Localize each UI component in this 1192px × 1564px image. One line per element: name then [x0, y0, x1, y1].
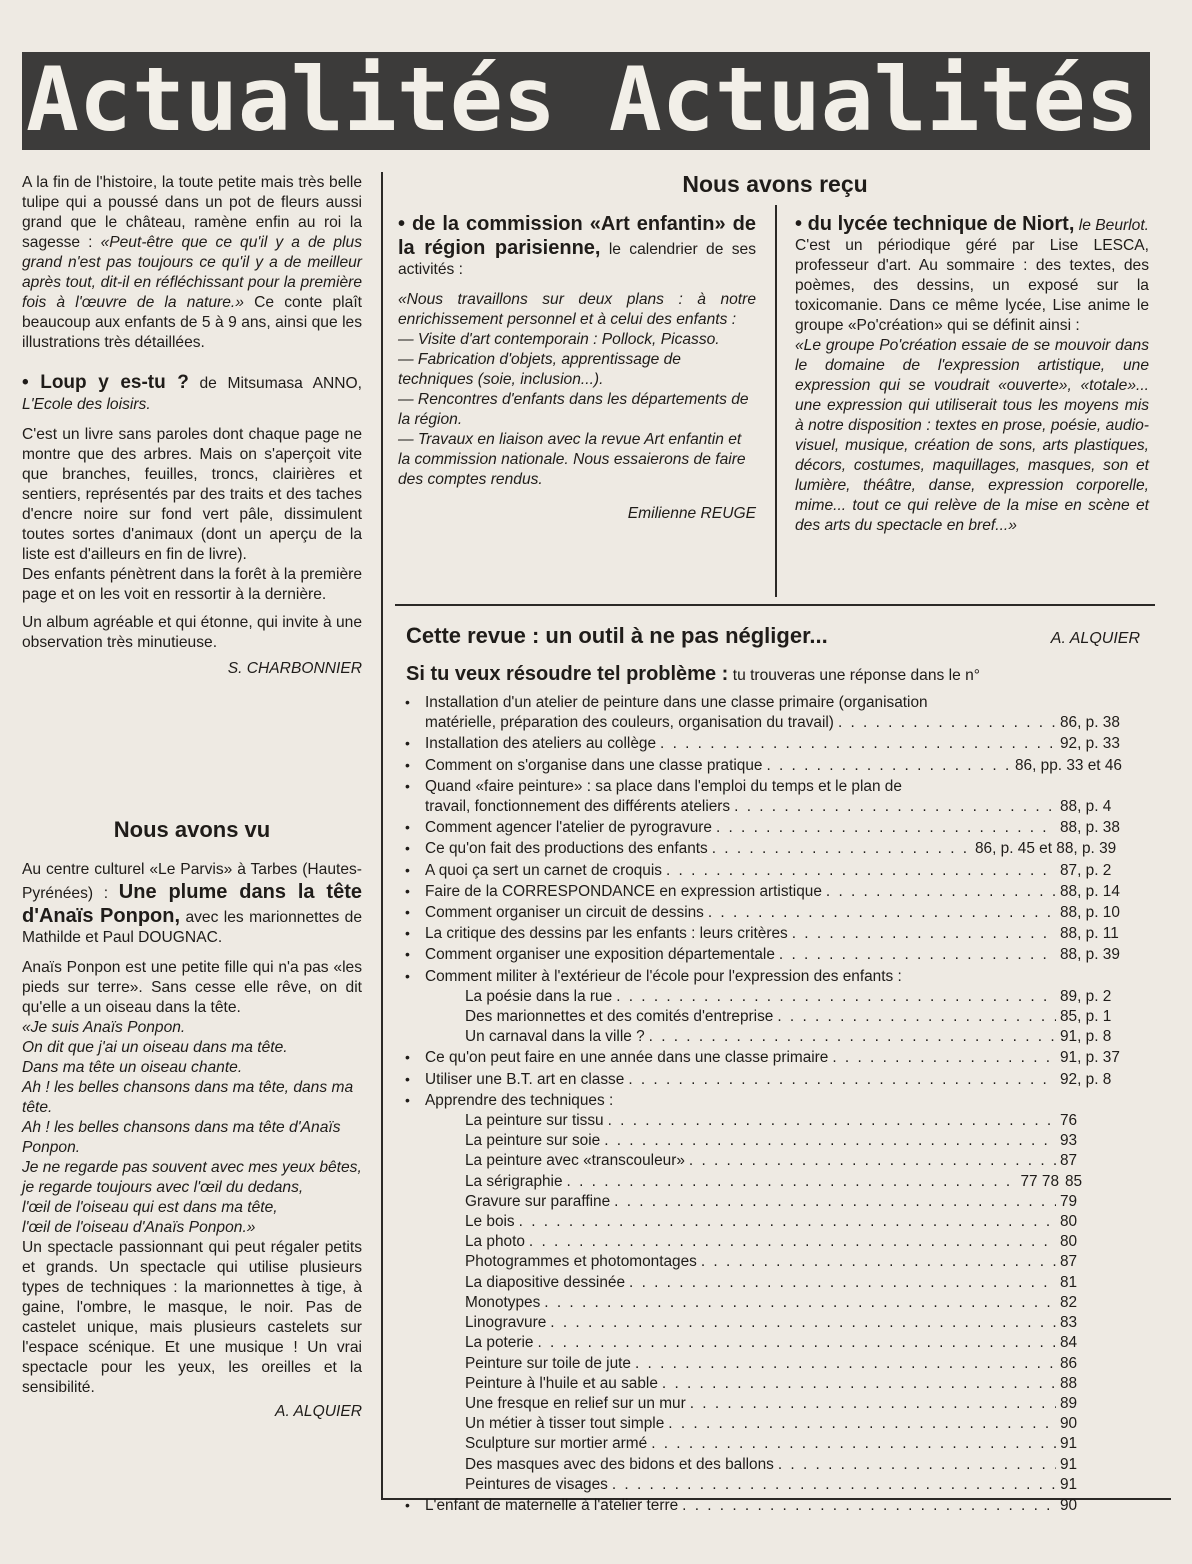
- index-ref: 88, p. 38: [1060, 819, 1120, 837]
- tulipe-quote: «Peut-être que ce qu'il y a de plus grand n'est pas toujours ce qu'il y a de meilleur après tout, dit-il en réfléchissant pour la première fois à l'œuvre de la nature.»: [22, 234, 362, 311]
- index-row: [405, 1252, 1145, 1272]
- index-label: Photogrammes et photomontages: [465, 1253, 697, 1271]
- index-ref-extra: 77 78: [1020, 1172, 1059, 1190]
- vu-intro: Au centre culturel «Le Parvis» à Tarbes (Hautes-Pyrénées) :: [22, 861, 362, 902]
- index-label: La poésie dans la rue: [465, 987, 613, 1005]
- index-label: La peinture sur tissu: [465, 1112, 604, 1130]
- niort-text: C'est un périodique géré par Lise LESCA, professeur d'art. Au sommaire : des textes, des poèmes, des dessins, un exposé sur la toxicomanie. Dans ce même lycée, Lise anime le groupe «Po'création» qui se définit ainsi :: [795, 237, 1149, 334]
- index-label: La sérigraphie: [465, 1172, 563, 1190]
- index-label: Comment agencer l'atelier de pyrogravure: [425, 819, 712, 837]
- revue-header: [406, 624, 1146, 648]
- index-label: Le bois: [465, 1213, 515, 1231]
- index-label: Une fresque en relief sur un mur: [465, 1394, 686, 1412]
- index-label: travail, fonctionnement des différents ateliers: [425, 798, 731, 816]
- vu-with: avec les marionnettes de Mathilde et Paul DOUGNAC.: [22, 909, 362, 946]
- index-ref: 83: [1060, 1314, 1078, 1332]
- niort-head: [795, 212, 1149, 336]
- index-ref: 81: [1060, 1273, 1078, 1291]
- poem-line: Ah ! les belles chansons dans ma tête d'Anaïs Ponpon.: [22, 1119, 341, 1156]
- left-column: [22, 173, 362, 679]
- index-ref: 91: [1060, 1435, 1078, 1453]
- loup-publisher: L'Ecole des loisirs.: [22, 396, 151, 413]
- index-row: [405, 1313, 1145, 1333]
- index-ref: 86, pp. 33 et 46: [1015, 756, 1122, 774]
- index-row: • Comment militer à l'extérieur de l'école pour l'expression des enfants :: [405, 966, 1145, 987]
- index-label: A quoi ça sert un carnet de croquis: [425, 861, 662, 879]
- signature-reuge: Emilienne REUGE: [627, 505, 756, 522]
- index-label: Comment organiser un circuit de dessins: [425, 904, 704, 922]
- loup-heading: [22, 371, 362, 415]
- revue-index: [405, 692, 1145, 1516]
- index-label: Comment on s'organise dans une classe pratique: [425, 756, 763, 774]
- index-row: • Apprendre des techniques :: [405, 1090, 1145, 1111]
- index-ref: 86, p. 45 et 88, p. 39: [975, 840, 1117, 858]
- index-ref: 88, p. 14: [1060, 882, 1120, 900]
- index-label: Des marionnettes et des comités d'entreprise: [465, 1008, 774, 1026]
- index-row: [405, 1232, 1145, 1252]
- index-label: Peintures de visages: [465, 1475, 608, 1493]
- vu-text-2: Un spectacle passionnant qui peut régaler petits et grands. Un spectacle qui utilise plusieurs types de techniques : la marionnettes à tige, à gaine, l'ombre, le masque, le noir. Pas de castelet unique, mais plusieurs castelets sur l'espace scénique. Et une musique ! Un vrai spectacle pour les yeux, les oreilles et la sensibilité.: [22, 1239, 362, 1396]
- revue-lead-bold: Si tu veux résoudre tel problème :: [406, 663, 729, 685]
- loup-text-2: Des enfants pénètrent dans la forêt à la première page et on les voit en ressortir à la dernière.: [22, 566, 362, 603]
- index-label: Peinture sur toile de jute: [465, 1354, 631, 1372]
- index-label: Monotypes: [465, 1293, 541, 1311]
- index-ref: 82: [1060, 1293, 1078, 1311]
- poem-line: je regarde toujours avec l'œil du dedans,: [22, 1179, 304, 1196]
- index-label: Gravure sur paraffine: [465, 1192, 611, 1210]
- loup-text-3: Un album agréable et qui étonne, qui invite à une observation très minutieuse.: [22, 614, 362, 651]
- index-row: [405, 1151, 1145, 1171]
- index-label: L'enfant de maternelle à l'atelier terre: [425, 1496, 679, 1514]
- index-row: • Quand «faire peinture» : sa place dans l'emploi du temps et le plan de: [405, 776, 1145, 797]
- index-label: La peinture sur soie: [465, 1132, 601, 1150]
- index-ref: 88, p. 11: [1060, 925, 1119, 943]
- index-ref: 91: [1060, 1475, 1078, 1493]
- index-label: Ce qu'on fait des productions des enfants: [425, 840, 708, 858]
- index-ref: 88, p. 39: [1060, 946, 1120, 964]
- index-row: • La critique des dessins par les enfants : leurs critères . . . 88, p. 11: [405, 923, 1145, 944]
- poem-line: «Je suis Anaïs Ponpon.: [22, 1019, 186, 1036]
- index-ref: 90: [1060, 1415, 1078, 1433]
- index-ref: 86, p. 38: [1060, 714, 1120, 732]
- activity-item: — Rencontres d'enfants dans les départements de la région.: [398, 391, 749, 428]
- index-row: [405, 797, 1145, 817]
- index-label: Peinture à l'huile et au sable: [465, 1374, 658, 1392]
- index-label: Un carnaval dans la ville ?: [465, 1028, 645, 1046]
- index-ref: 93: [1060, 1132, 1078, 1150]
- vu-show-title: Une plume dans la tête d'Anaïs Ponpon,: [22, 881, 362, 927]
- index-ref: 89: [1060, 1394, 1078, 1412]
- index-label: La critique des dessins par les enfants : leurs critères: [425, 925, 788, 943]
- index-label: Faire de la CORRESPONDANCE en expression artistique: [425, 882, 822, 900]
- index-ref: 88, p. 4: [1060, 798, 1112, 816]
- index-row: [405, 1293, 1145, 1313]
- index-row: [405, 1434, 1145, 1454]
- index-ref: 85, p. 1: [1060, 1008, 1112, 1026]
- index-label: matérielle, préparation des couleurs, organisation du travail): [425, 714, 834, 732]
- poem-line: Je ne regarde pas souvent avec mes yeux bêtes,: [22, 1159, 362, 1176]
- banner-title: Actualités Actualités: [26, 52, 1139, 150]
- index-label: La peinture avec «transcouleur»: [465, 1152, 685, 1170]
- index-ref: 92, p. 8: [1060, 1070, 1112, 1088]
- revue-lead-text: tu trouveras une réponse dans le n°: [732, 667, 980, 684]
- index-row: • L'enfant de maternelle à l'atelier terre . . . 90: [405, 1495, 1145, 1516]
- index-row: [405, 1192, 1145, 1212]
- index-label: Comment militer à l'extérieur de l'école pour l'expression des enfants :: [425, 967, 902, 985]
- index-row: [405, 1414, 1145, 1434]
- index-label: Des masques avec des bidons et des ballons: [465, 1455, 774, 1473]
- index-label: Ce qu'on peut faire en une année dans une classe primaire: [425, 1049, 829, 1067]
- index-row: • Comment organiser une exposition départementale . . . 88, p. 39: [405, 944, 1145, 965]
- index-row: • Comment on s'organise dans une classe pratique . . . 86, pp. 33 et 46: [405, 755, 1145, 776]
- index-row: • Utiliser une B.T. art en classe . . . 92, p. 8: [405, 1069, 1145, 1090]
- index-label: Installation d'un atelier de peinture dans une classe primaire (organisation: [425, 694, 928, 711]
- signature-alquier: A. ALQUIER: [275, 1403, 362, 1420]
- index-row: • Installation d'un atelier de peinture dans une classe primaire (organisation: [405, 692, 1145, 713]
- recu-col-2: [795, 212, 1149, 536]
- art-enfantin-lead: le calendrier de ses activités :: [398, 241, 756, 278]
- index-label: Comment organiser une exposition départementale: [425, 946, 775, 964]
- poem-line: On dit que j'ai un oiseau dans ma tête.: [22, 1039, 288, 1056]
- index-ref: 87: [1060, 1152, 1078, 1170]
- index-ref: 80: [1060, 1233, 1078, 1251]
- index-row: • Comment agencer l'atelier de pyrogravure . . . 88, p. 38: [405, 817, 1145, 838]
- index-ref: 86: [1060, 1354, 1078, 1372]
- index-ref: 92, p. 33: [1060, 735, 1120, 753]
- index-row: [405, 1111, 1145, 1131]
- revue-lead: [406, 662, 1156, 686]
- loup-text-1: C'est un livre sans paroles dont chaque page ne montre que des arbres. Mais on s'aperçoit vite que branches, feuilles, troncs, clairières et sentiers, représentés par des traits et des taches d'encre noire sur fond vert pâle, dissimulent toutes sortes d'animaux (dont un aperçu de la liste est d'ailleurs en fin de livre).: [22, 426, 362, 563]
- index-row: [405, 1333, 1145, 1353]
- poem-line: Ah ! les belles chansons dans ma tête, dans ma tête.: [22, 1079, 354, 1116]
- activity-item: — Visite d'art contemporain : Pollock, Picasso.: [398, 331, 720, 348]
- niort-quote: «Le groupe Po'création essaie de se mouvoir dans le domaine de l'expression artistique, une expression qui se voudrait «ouverte», «totale»... une expression qui utiliserait tous les moyens mis à notre disposition : textes en prose, poésie, audio-visuel, musique, création de sons, arts plastiques, décors, costumes, maquillages, masques, son et lumière, théâtre, danse, expression corporelle, mime... tout ce qui relève de la mise en scène et des arts du spectacle en bref...»: [795, 337, 1149, 534]
- loup-author: de Mitsumasa ANNO,: [199, 375, 362, 392]
- index-row: [405, 1394, 1145, 1414]
- index-ref: 87: [1060, 1253, 1078, 1271]
- index-label: La diapositive dessinée: [465, 1273, 626, 1291]
- index-label: Installation des ateliers au collège: [425, 735, 657, 753]
- index-ref: 91: [1060, 1455, 1078, 1473]
- index-label: Un métier à tisser tout simple: [465, 1415, 665, 1433]
- index-row: [405, 1172, 1145, 1192]
- niort-title: • du lycée technique de Niort,: [795, 213, 1075, 235]
- signature-charbonnier: S. CHARBONNIER: [227, 660, 362, 677]
- index-row: [405, 1374, 1145, 1394]
- index-ref: 91, p. 8: [1060, 1028, 1112, 1046]
- recu-divider: [775, 205, 777, 597]
- index-row: • Installation des ateliers au collège . . . 92, p. 33: [405, 733, 1145, 754]
- index-row: [405, 1354, 1145, 1374]
- index-label: La photo: [465, 1233, 525, 1251]
- revue-title: Cette revue : un outil à ne pas négliger...: [406, 623, 828, 648]
- index-label: Utiliser une B.T. art en classe: [425, 1070, 625, 1088]
- index-row: • Faire de la CORRESPONDANCE en expression artistique . . . 88, p. 14: [405, 881, 1145, 902]
- column-divider: [381, 172, 383, 1500]
- art-enfantin-quote: «Nous travaillons sur deux plans : à notre enrichissement personnel et à celui des enfants :: [398, 291, 756, 328]
- index-row: • Ce qu'on fait des productions des enfants . . . 86, p. 45 et 88, p. 39: [405, 838, 1145, 859]
- vu-column: [22, 818, 362, 1422]
- index-ref: 87, p. 2: [1060, 861, 1112, 879]
- index-ref: 85: [1065, 1172, 1083, 1190]
- poem: [22, 1018, 362, 1238]
- index-ref: 89, p. 2: [1060, 987, 1112, 1005]
- index-ref: 84: [1060, 1334, 1078, 1352]
- index-row: [405, 1027, 1145, 1047]
- index-ref: 88: [1060, 1374, 1078, 1392]
- tulipe-text: A la fin de l'histoire, la toute petite mais très belle tulipe qui a poussé dans un pot de fleurs aussi grand que le château, ramène enfin au roi la sagesse :: [22, 174, 362, 251]
- vu-text-1: Anaïs Ponpon est une petite fille qui n'a pas «les pieds sur terre». Sans cesse elle rêve, on dit qu'elle a un oiseau dans la tête.: [22, 959, 362, 1016]
- recu-col-1: [398, 212, 756, 524]
- index-ref: 88, p. 10: [1060, 904, 1120, 922]
- recu-title: Nous avons reçu: [682, 171, 868, 197]
- vu-title: Nous avons vu: [113, 817, 271, 842]
- index-label: Sculpture sur mortier armé: [465, 1435, 648, 1453]
- index-ref: 79: [1060, 1192, 1078, 1210]
- art-enfantin-title: • de la commission «Art enfantin» de la région parisienne,: [398, 213, 756, 259]
- index-row: [405, 1131, 1145, 1151]
- index-row: [405, 1273, 1145, 1293]
- art-enfantin-head: [398, 212, 756, 280]
- index-ref: 76: [1060, 1112, 1078, 1130]
- banner: [22, 52, 1150, 150]
- index-row: [405, 1475, 1145, 1495]
- index-row: • Ce qu'on peut faire en une année dans une classe primaire . . . 91, p. 37: [405, 1047, 1145, 1068]
- index-ref: 91, p. 37: [1060, 1049, 1120, 1067]
- loup-title: • Loup y es-tu ?: [22, 372, 189, 393]
- index-ref: 90: [1060, 1496, 1078, 1514]
- poem-line: Dans ma tête un oiseau chante.: [22, 1059, 243, 1076]
- niort-publication: le Beurlot.: [1078, 217, 1149, 234]
- index-row: [405, 1455, 1145, 1475]
- index-row: [405, 987, 1145, 1007]
- index-label: Linogravure: [465, 1314, 547, 1332]
- index-row: • Comment organiser un circuit de dessins . . . 88, p. 10: [405, 902, 1145, 923]
- revue-author: A. ALQUIER: [1050, 630, 1140, 647]
- index-label: Quand «faire peinture» : sa place dans l'emploi du temps et le plan de: [425, 777, 902, 795]
- poem-line: l'œil de l'oiseau d'Anaïs Ponpon.»: [22, 1219, 256, 1236]
- index-label: Apprendre des techniques :: [425, 1091, 614, 1109]
- index-row: • A quoi ça sert un carnet de croquis . . . 87, p. 2: [405, 860, 1145, 881]
- tulipe-end: Ce conte plaît beaucoup aux enfants de 5 à 9 ans, ainsi que les illustrations très détaillées.: [22, 294, 362, 351]
- poem-line: l'œil de l'oiseau qui est dans ma tête,: [22, 1199, 278, 1216]
- index-ref: 80: [1060, 1213, 1078, 1231]
- activity-item: — Travaux en liaison avec la revue Art enfantin et la commission nationale. Nous essaierons de faire des comptes rendus.: [398, 431, 746, 488]
- revue-top-rule: [395, 604, 1155, 606]
- vu-intro-block: [22, 860, 362, 948]
- index-label: La poterie: [465, 1334, 534, 1352]
- index-row: [405, 713, 1145, 733]
- index-row: [405, 1212, 1145, 1232]
- index-row: [405, 1007, 1145, 1027]
- activity-item: — Fabrication d'objets, apprentissage de techniques (soie, inclusion...).: [398, 351, 681, 388]
- tulipe-review: [22, 173, 362, 353]
